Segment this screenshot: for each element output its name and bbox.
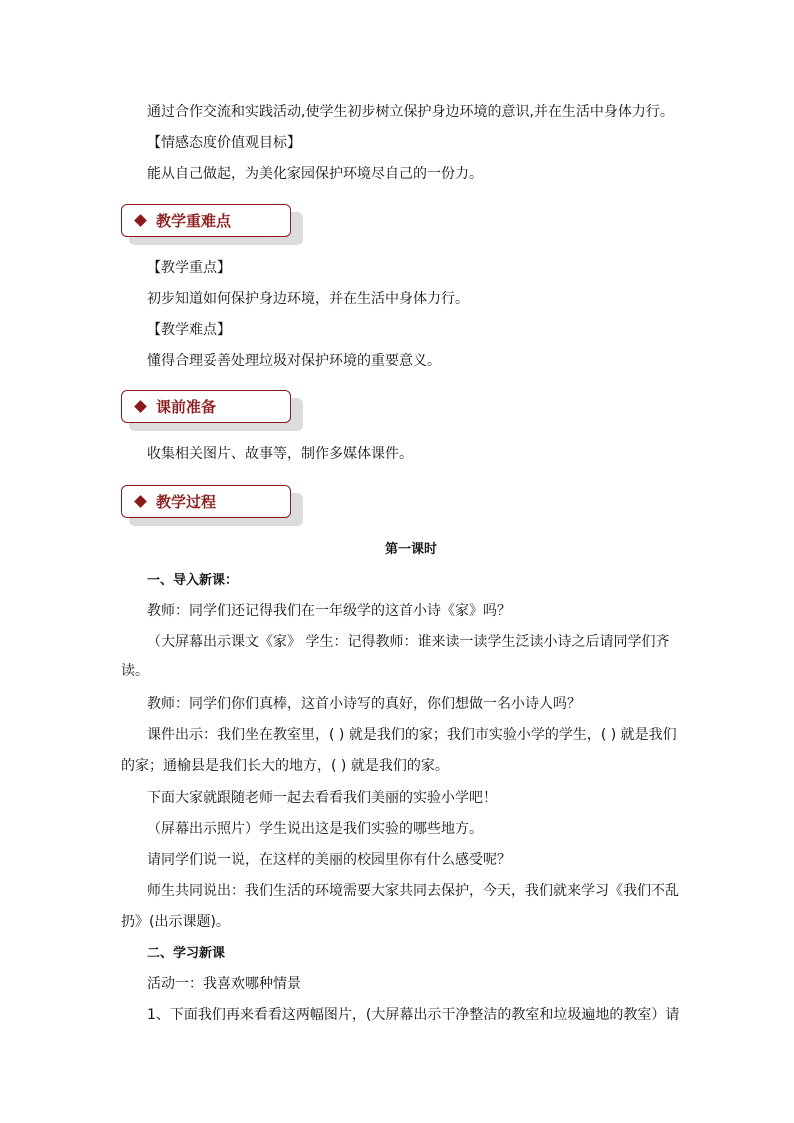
paragraph: 收集相关图片、故事等，制作多媒体课件。 (147, 446, 413, 462)
paragraph: （屏幕出示照片）学生说出这是我们实验的哪些地方。 (147, 821, 483, 837)
subsection-heading: 一、导入新课： (147, 573, 239, 588)
paragraph-line: 的家；通榆县是我们长大的地方，( ) 就是我们的家。 (121, 758, 449, 774)
paragraph: 能从自己做起，为美化家园保护环境尽自己的一份力。 (147, 166, 483, 182)
section-banner-process (121, 485, 295, 520)
banner-box (121, 390, 291, 423)
banner-box (121, 485, 291, 518)
section-label: 【教学重点】 (147, 260, 231, 276)
banner-box (121, 204, 291, 237)
paragraph: 通过合作交流和实践活动,使学生初步树立保护身边环境的意识,并在生活中身体力行。 (147, 104, 674, 120)
paragraph-line: （大屏幕出示课文《家》 学生：记得教师：谁来读一读学生泛读小诗之后请同学们齐 (147, 634, 670, 650)
banner-title: 教学过程 (156, 493, 217, 511)
paragraph: 请同学们说一说，在这样的美丽的校园里你有什么感受呢？ (147, 852, 511, 868)
paragraph-line: 1、下面我们再来看看这两幅图片，(大屏幕出示干净整洁的教室和垃圾遍地的教室）请 (147, 1007, 680, 1023)
diamond-bullet-icon (134, 495, 147, 508)
subsection-heading: 二、学习新课 (147, 946, 226, 961)
paragraph: 下面大家就跟随老师一起去看看我们美丽的实验小学吧！ (147, 790, 497, 806)
section-banner-key-points (121, 204, 295, 239)
paragraph: 活动一：我喜欢哪种情景 (147, 976, 301, 992)
diamond-bullet-icon (134, 400, 147, 413)
banner-title: 课前准备 (156, 398, 217, 416)
paragraph-line: 扔》(出示课题)。 (121, 914, 230, 930)
section-label: 【情感态度价值观目标】 (147, 135, 301, 151)
lesson-heading: 第一课时 (384, 542, 437, 557)
section-banner-preparation (121, 390, 295, 425)
paragraph-line: 课件出示：我们坐在教室里，( ) 就是我们的家；我们市实验小学的学生，( ) 就是我们 (147, 727, 677, 743)
paragraph: 教师：同学们还记得我们在一年级学的这首小诗《家》吗？ (147, 603, 511, 619)
diamond-bullet-icon (134, 214, 147, 227)
section-label: 【教学难点】 (147, 322, 231, 338)
paragraph: 教师：同学们你们真棒，这首小诗写的真好，你们想做一名小诗人吗？ (147, 696, 581, 712)
paragraph-line: 读。 (121, 663, 149, 679)
banner-title: 教学重难点 (156, 212, 232, 230)
paragraph: 懂得合理妥善处理垃圾对保护环境的重要意义。 (147, 353, 441, 369)
paragraph-line: 师生共同说出：我们生活的环境需要大家共同去保护，今天，我们就来学习《我们不乱 (147, 883, 679, 899)
paragraph: 初步知道如何保护身边环境，并在生活中身体力行。 (147, 291, 469, 307)
